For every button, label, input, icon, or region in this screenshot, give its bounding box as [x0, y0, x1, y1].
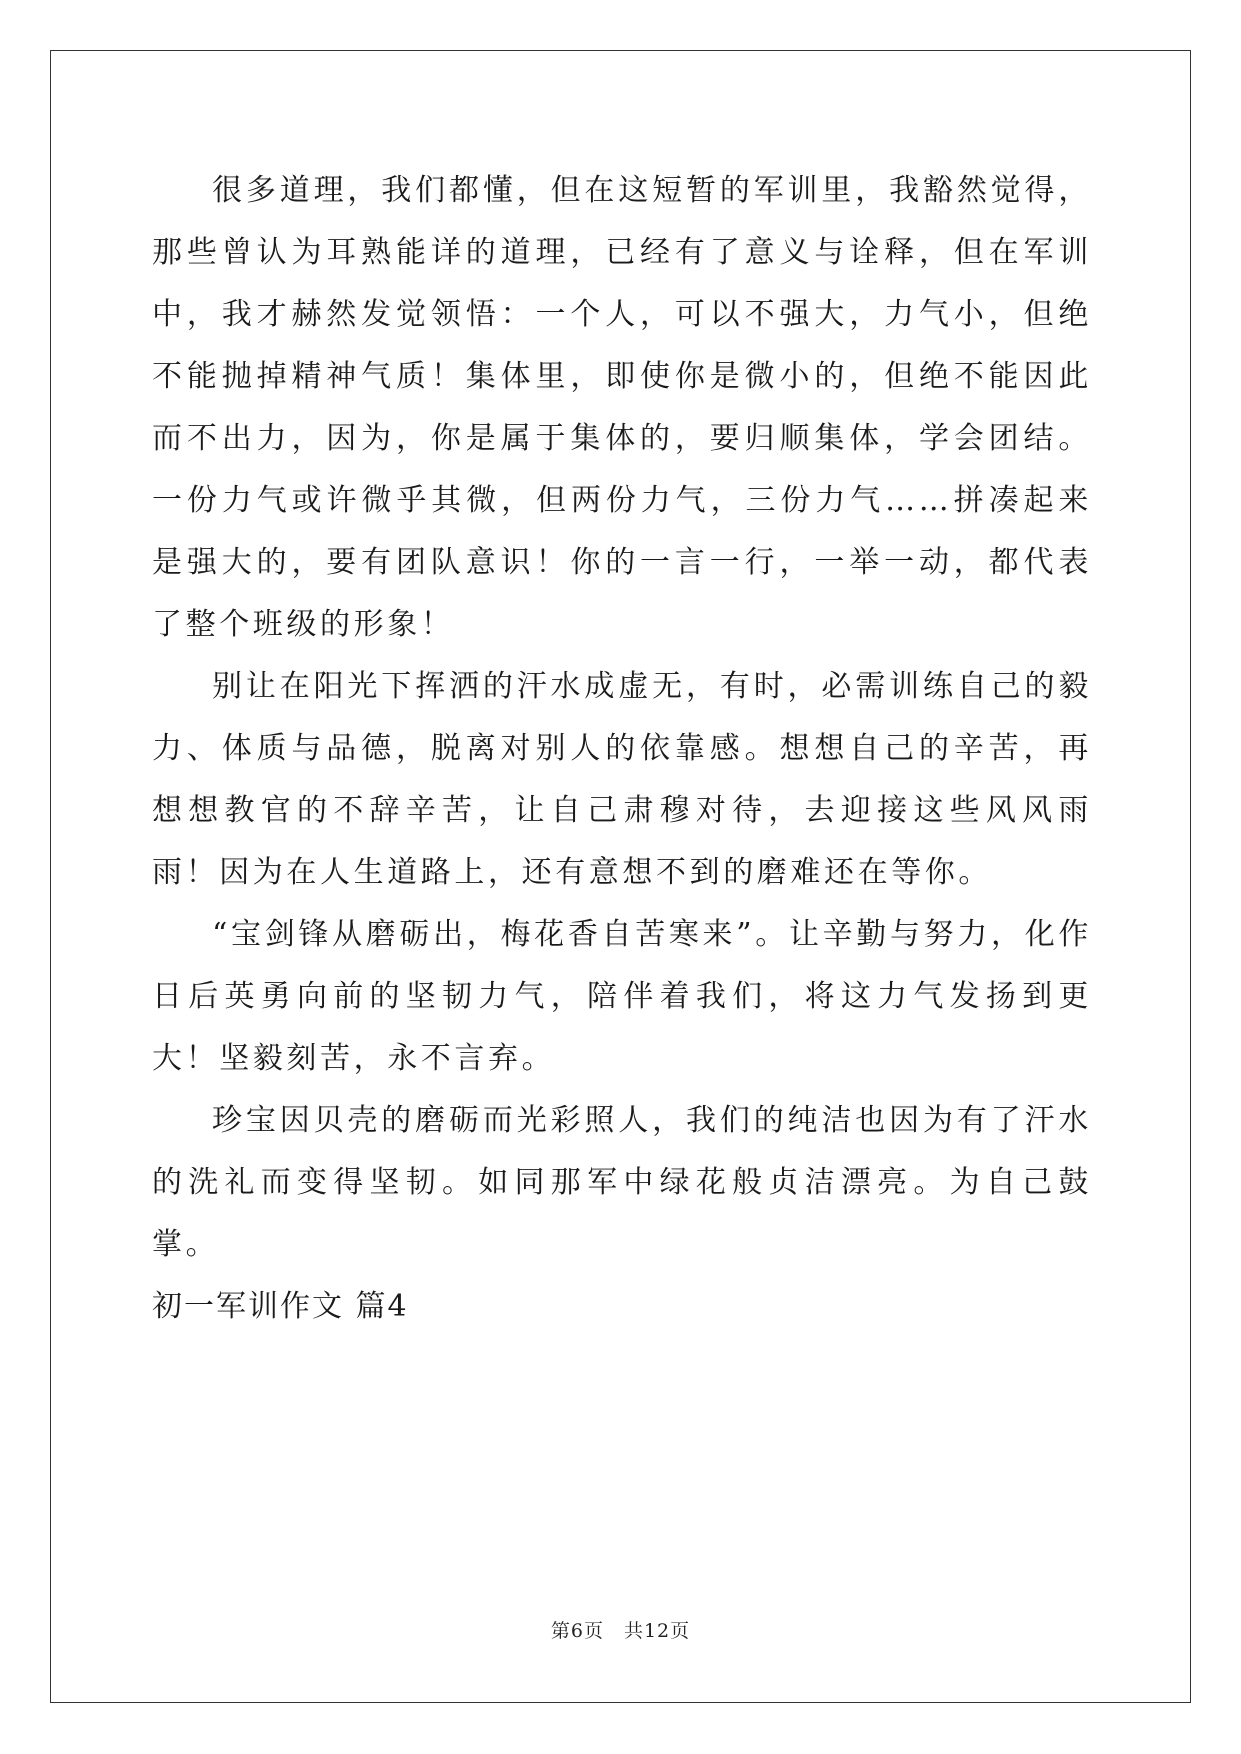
paragraph-3: “宝剑锋从磨砺出，梅花香自苦寒来”。让辛勤与努力，化作日后英勇向前的坚韧力气，陪伴着我们，将这力气发扬到更大！坚毅刻苦，永不言弃。: [152, 917, 1092, 1076]
paragraph-1: 很多道理，我们都懂，但在这短暂的军训里，我豁然觉得，那些曾认为耳熟能详的道理，已经有了意义与诠释，但在军训中，我才赫然发觉领悟：一个人，可以不强大，力气小，但绝不能抛掉精神气质！集体里，即使你是微小的，但绝不能因此而不出力，因为，你是属于集体的，要归顺集体，学会团结。一份力气或许微乎其微，但两份力气，三份力气……拼凑起来是强大的，要有团队意识！你的一言一行，一举一动，都代表了整个班级的形象！: [152, 173, 1092, 642]
document-body: [152, 160, 1092, 1338]
page-number-current: 第6页: [550, 1620, 604, 1642]
section-heading: 初一军训作文 篇4: [152, 1289, 409, 1324]
page-footer: [0, 1616, 1241, 1643]
page-number-total: 共12页: [623, 1620, 691, 1642]
paragraph-4: 珍宝因贝壳的磨砺而光彩照人，我们的纯洁也因为有了汗水的洗礼而变得坚韧。如同那军中绿花般贞洁漂亮。为自己鼓掌。: [152, 1103, 1092, 1262]
paragraph-2: 别让在阳光下挥洒的汗水成虚无，有时，必需训练自己的毅力、体质与品德，脱离对别人的依靠感。想想自己的辛苦，再想想教官的不辞辛苦，让自己肃穆对待，去迎接这些风风雨雨！因为在人生道路上，还有意想不到的磨难还在等你。: [152, 669, 1092, 890]
